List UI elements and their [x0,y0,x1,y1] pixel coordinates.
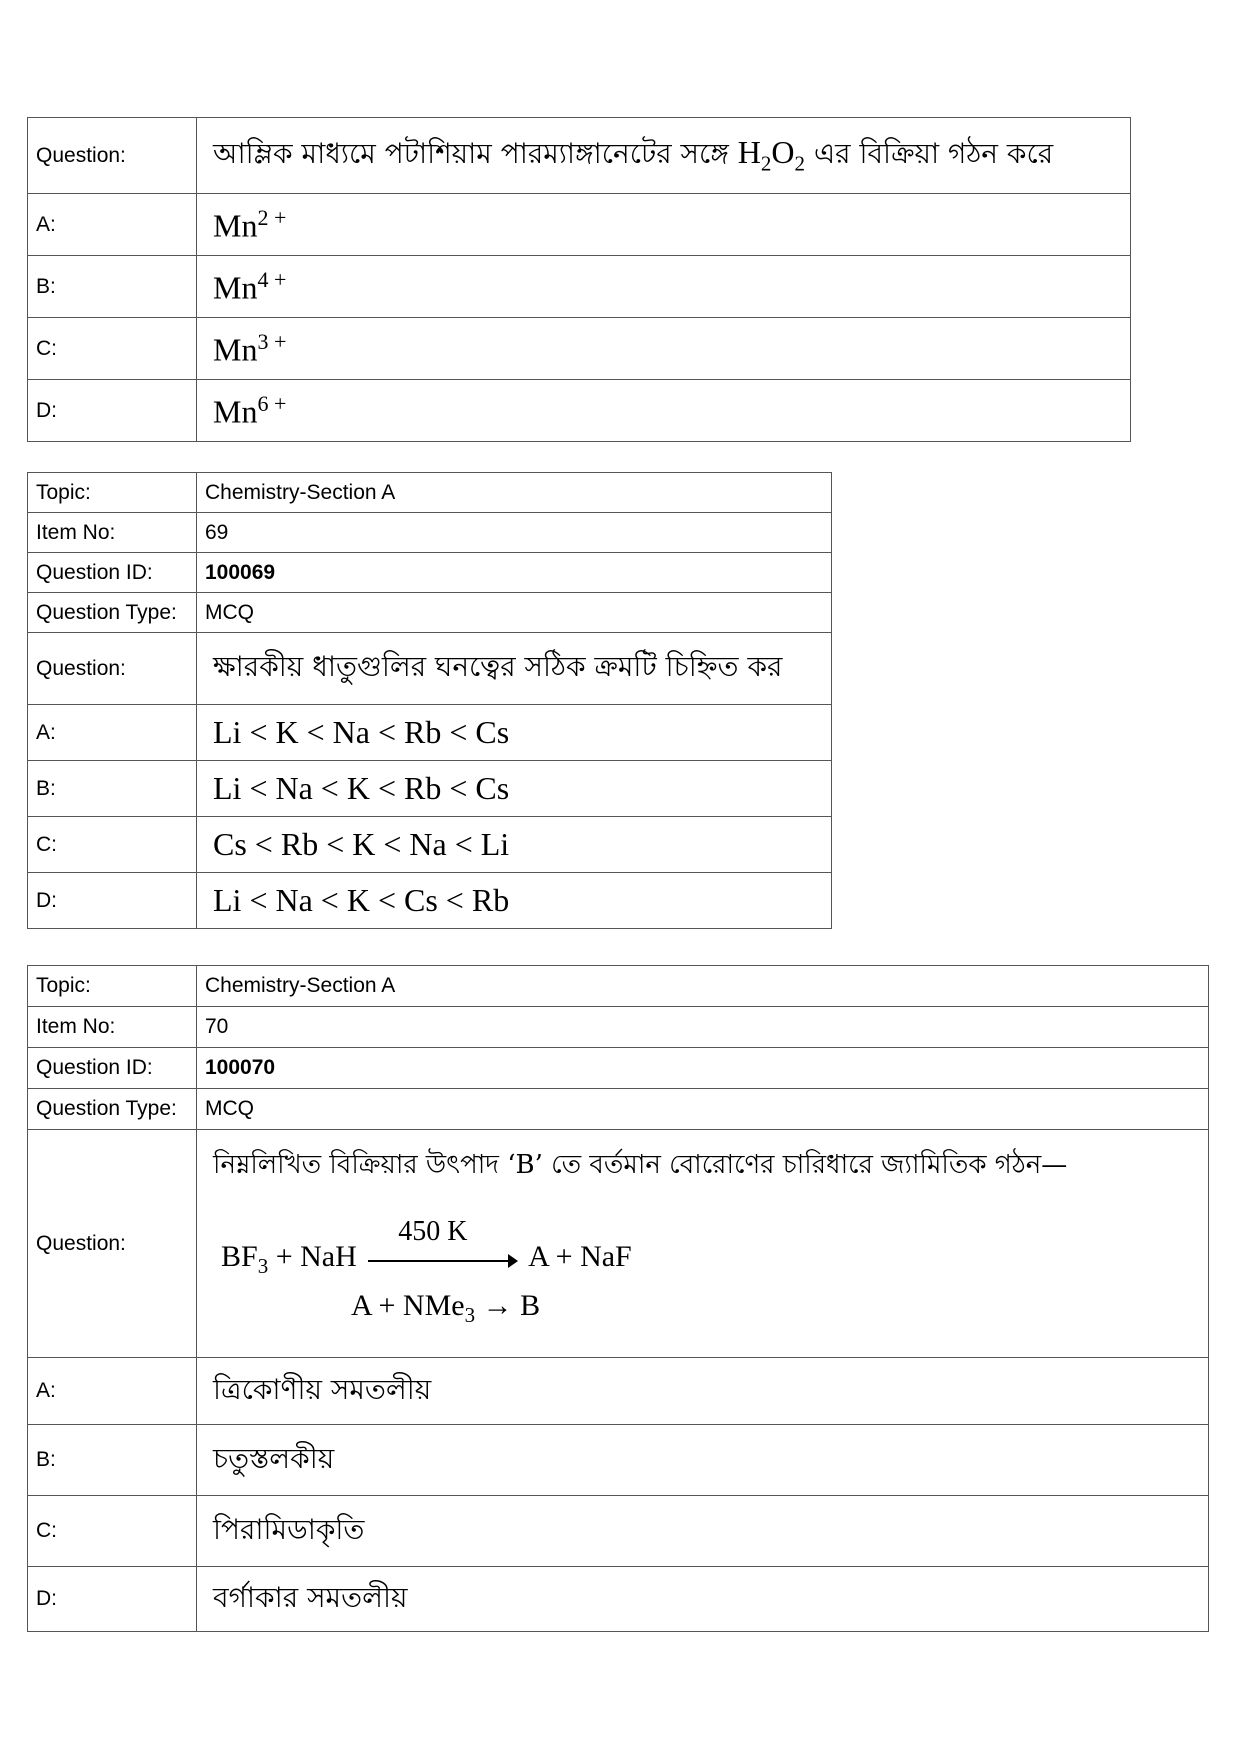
option-a-label: A: [28,194,197,256]
question-text [197,1130,1209,1358]
option-b[interactable]: চতুস্তলকীয় [197,1425,1209,1496]
reaction-equation-1: $BF_3$ + NaH 450 K A + NaF [221,1216,632,1278]
question-block-70 [27,965,1209,1632]
question-id-value: 100070 [197,1048,1209,1089]
option-d[interactable]: $Mn^{6 +}$ [197,380,1131,442]
topic-value: Chemistry-Section A [197,473,832,513]
reaction-equation-2: A + NMe$_3$ → B [351,1289,541,1327]
option-b-label: B: [28,256,197,318]
option-d-label: D: [28,873,197,929]
question-type-label: Question Type: [28,1089,197,1130]
question-text: ক্ষারকীয় ধাতুগুলির ঘনত্বের সঠিক ক্রমটি চিহ্নিত কর [197,633,832,705]
topic-value: Chemistry-Section A [197,966,1209,1007]
reaction-arrow: 450 K [368,1244,518,1274]
question-block-1 [27,117,1131,442]
item-no-label: Item No: [28,1007,197,1048]
option-c-label: C: [28,817,197,873]
option-a[interactable]: ত্রিকোণীয় সমতলীয় [197,1358,1209,1425]
question-id-value: 100069 [197,553,832,593]
question-type-value: MCQ [197,1089,1209,1130]
topic-label: Topic: [28,473,197,513]
option-a-label: A: [28,705,197,761]
option-a[interactable]: Li < K < Na < Rb < Cs [197,705,832,761]
option-a[interactable]: $Mn^{2 +}$ [197,194,1131,256]
option-b[interactable]: Li < Na < K < Rb < Cs [197,761,832,817]
option-c-label: C: [28,318,197,380]
question-id-label: Question ID: [28,553,197,593]
question-label: Question: [28,633,197,705]
option-c[interactable]: পিরামিডাকৃতি [197,1496,1209,1567]
question-block-69 [27,472,832,929]
option-b-label: B: [28,761,197,817]
topic-label: Topic: [28,966,197,1007]
h2o2-formula: $H_2O_2$ [737,134,805,176]
question-label: Question: [28,1130,197,1358]
option-b-label: B: [28,1425,197,1496]
question-statement: নিম্নলিখিত বিক্রিয়ার উৎপাদ ‘B’ তে বর্তমান বোরোণের চারিধারে জ্যামিতিক গঠন— [213,1150,1068,1180]
item-no-value: 70 [197,1007,1209,1048]
question-label: Question: [28,118,197,194]
option-d[interactable]: বর্গাকার সমতলীয় [197,1567,1209,1632]
option-d[interactable]: Li < Na < K < Cs < Rb [197,873,832,929]
question-type-value: MCQ [197,593,832,633]
option-d-label: D: [28,380,197,442]
item-no-value: 69 [197,513,832,553]
question-text: আম্লিক মাধ্যমে পটাশিয়াম পারম্যাঙ্গানেটের সঙ্গে $H_2O_2$ এর বিক্রিয়া গঠন করে [197,118,1131,194]
item-no-label: Item No: [28,513,197,553]
question-id-label: Question ID: [28,1048,197,1089]
option-c[interactable]: $Mn^{3 +}$ [197,318,1131,380]
option-d-label: D: [28,1567,197,1632]
question-type-label: Question Type: [28,593,197,633]
option-b[interactable]: $Mn^{4 +}$ [197,256,1131,318]
option-a-label: A: [28,1358,197,1425]
option-c[interactable]: Cs < Rb < K < Na < Li [197,817,832,873]
option-c-label: C: [28,1496,197,1567]
